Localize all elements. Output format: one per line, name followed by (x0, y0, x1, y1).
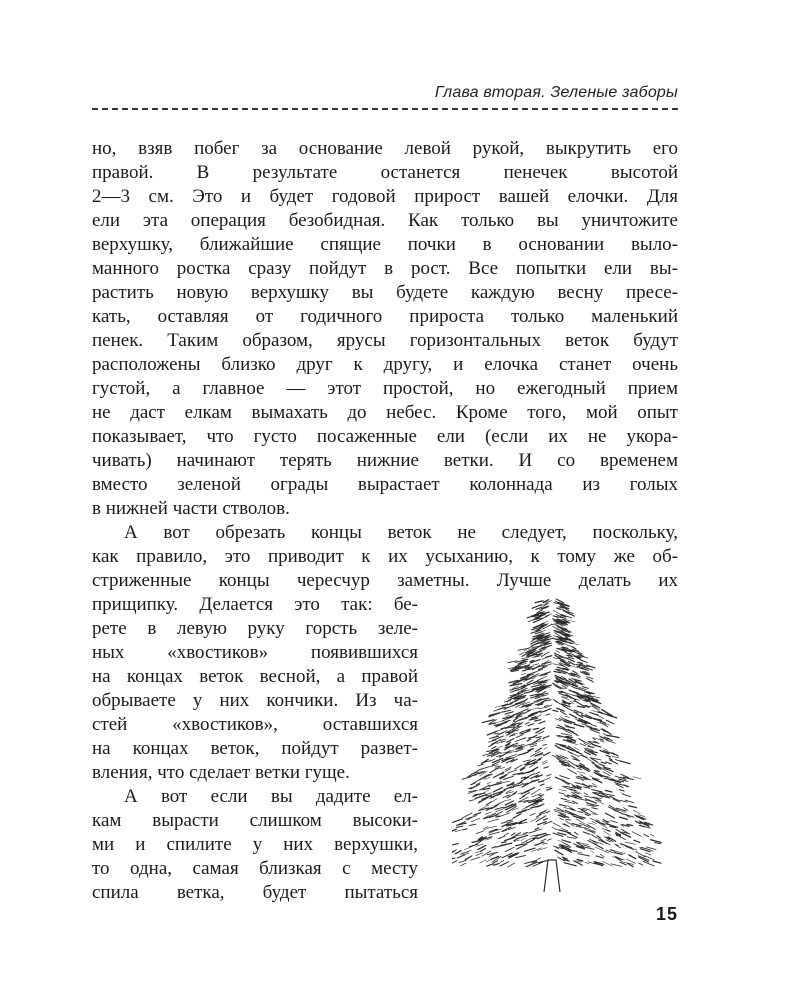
tree-hatch-stroke (578, 662, 583, 663)
tree-hatch-stroke (538, 731, 543, 734)
tree-hatch-stroke (510, 684, 521, 686)
tree-hatch-stroke (472, 840, 483, 843)
tree-hatch-stroke (620, 817, 628, 819)
tree-hatch-stroke (578, 852, 582, 853)
tree-hatch-stroke (482, 851, 491, 856)
tree-hatch-stroke (597, 836, 601, 838)
tree-hatch-stroke (474, 778, 483, 783)
tree-hatch-stroke (479, 790, 489, 796)
tree-hatch-stroke (530, 745, 537, 747)
tree-hatch-stroke (554, 671, 561, 672)
tree-hatch-stroke (527, 739, 530, 741)
tree-hatch-stroke (574, 747, 579, 750)
tree-hatch-stroke (452, 858, 453, 862)
tree-hatch-stroke (566, 609, 569, 611)
text-line: пенек. Таким образом, ярусы горизонтальных веток будут (92, 330, 678, 351)
tree-hatch-stroke (592, 808, 598, 809)
tree-hatch-stroke (606, 720, 614, 724)
tree-hatch-stroke (487, 782, 491, 784)
tree-hatch-stroke (453, 819, 463, 822)
tree-hatch-stroke (544, 748, 547, 750)
text-line: ми и спилите у них верхушки, (92, 834, 418, 855)
tree-hatch-stroke (639, 863, 643, 865)
tree-hatch-stroke (612, 756, 618, 757)
tree-hatch-stroke (626, 859, 635, 863)
tree-hatch-stroke (514, 718, 518, 721)
tree-hatch-stroke (590, 811, 596, 814)
tree-hatch-stroke (599, 764, 605, 766)
tree-hatch-stroke (544, 767, 549, 768)
tree-hatch-stroke (533, 683, 537, 684)
tree-hatch-stroke (558, 757, 562, 758)
tree-hatch-stroke (560, 776, 569, 779)
tree-hatch-stroke (606, 762, 612, 764)
tree-hatch-stroke (478, 764, 484, 766)
tree-hatch-stroke (494, 733, 498, 734)
tree-hatch-stroke (559, 805, 566, 807)
tree-hatch-stroke (506, 715, 510, 716)
text-line: А вот если вы дадите ел- (124, 786, 418, 807)
tree-hatch-stroke (539, 795, 544, 796)
text-line: 2—3 см. Это и будет годовой прирост вашей елочки. Для (92, 186, 678, 207)
tree-hatch-stroke (507, 820, 512, 821)
tree-hatch-stroke (573, 701, 578, 702)
tree-hatch-stroke (525, 722, 529, 724)
text-line: правой. В результате останется пенечек высотой (92, 162, 678, 183)
tree-hatch-stroke (538, 781, 543, 782)
tree-hatch-stroke (651, 840, 661, 843)
tree-hatch-stroke (469, 800, 475, 801)
tree-hatch-stroke (515, 738, 526, 742)
tree-hatch-stroke (505, 712, 513, 715)
tree-hatch-stroke (595, 766, 599, 767)
tree-hatch-stroke (634, 840, 640, 842)
tree-hatch-stroke (514, 785, 519, 786)
tree-hatch-stroke (636, 852, 645, 857)
tree-hatch-stroke (634, 810, 641, 814)
tree-hatch-stroke (606, 830, 610, 831)
tree-hatch-stroke (555, 850, 563, 855)
tree-hatch-stroke (465, 856, 471, 860)
tree-hatch-stroke (532, 780, 539, 782)
tree-hatch-stroke (555, 777, 564, 781)
tree-hatch-stroke (534, 796, 541, 799)
tree-hatch-stroke (535, 842, 544, 845)
tree-hatch-stroke (595, 771, 600, 772)
tree-hatch-stroke (543, 736, 549, 738)
text-line: обрываете у них кончики. Из ча- (92, 690, 418, 711)
tree-hatch-stroke (502, 842, 506, 843)
tree-hatch-stroke (537, 814, 542, 817)
tree-hatch-stroke (479, 767, 489, 770)
tree-hatch-stroke (566, 819, 571, 820)
tree-hatch-stroke (455, 851, 461, 854)
tree-hatch-stroke (525, 691, 533, 693)
tree-hatch-stroke (487, 864, 494, 866)
page-number: 15 (655, 904, 678, 924)
tree-hatch-stroke (615, 760, 619, 761)
tree-hatch-stroke (624, 808, 628, 811)
tree-hatch-stroke (572, 647, 576, 649)
tree-hatch-stroke (498, 836, 504, 839)
tree-hatch-stroke (500, 862, 509, 866)
tree-hatch-stroke (559, 790, 567, 792)
tree-hatch-stroke (544, 652, 549, 654)
running-header: Глава вторая. Зеленые заборы (434, 84, 678, 101)
tree-hatch-stroke (646, 853, 651, 855)
tree-hatch-stroke (504, 799, 511, 801)
tree-hatch-stroke (476, 831, 483, 834)
tree-hatch-stroke (611, 821, 617, 823)
tree-hatch-stroke (539, 707, 547, 709)
tree-hatch-stroke (471, 818, 480, 821)
text-line: кать, оставляя от годичного прироста только маленький (92, 306, 678, 327)
tree-hatch-stroke (540, 698, 549, 700)
tree-hatch-stroke (555, 745, 560, 748)
tree-hatch-stroke (528, 724, 534, 726)
tree-hatch-stroke (510, 750, 513, 752)
tree-hatch-stroke (523, 659, 528, 660)
tree-hatch-stroke (620, 837, 626, 840)
tree-hatch-stroke (523, 760, 530, 762)
tree-hatch-stroke (575, 783, 579, 784)
tree-hatch-stroke (566, 726, 574, 728)
header-divider (92, 108, 678, 110)
tree-hatch-stroke (505, 833, 509, 835)
tree-hatch-stroke (570, 665, 578, 668)
tree-hatch-stroke (515, 765, 522, 769)
tree-hatch-stroke (501, 722, 507, 724)
tree-hatch-stroke (565, 716, 569, 717)
tree-hatch-stroke (595, 714, 604, 719)
tree-hatch-stroke (607, 735, 619, 737)
tree-hatch-stroke (588, 746, 594, 747)
tree-hatch-stroke (489, 741, 498, 746)
tree-hatch-stroke (599, 792, 603, 793)
text-line: ных «хвостиков» появившихся (92, 642, 418, 663)
tree-hatch-stroke (577, 772, 585, 774)
tree-hatch-stroke (606, 755, 610, 757)
tree-hatch-stroke (469, 824, 476, 825)
tree-hatch-stroke (505, 837, 516, 840)
text-line: на концах веток, пойдут развет- (92, 738, 418, 759)
tree-hatch-stroke (547, 788, 552, 790)
tree-hatch-stroke (544, 752, 550, 755)
tree-hatch-stroke (559, 693, 563, 695)
tree-hatch-stroke (521, 838, 525, 841)
tree-hatch-stroke (620, 790, 625, 791)
tree-hatch-stroke (536, 737, 541, 738)
tree-hatch-stroke (537, 676, 547, 680)
tree-hatch-stroke (505, 847, 514, 851)
tree-hatch-stroke (509, 770, 517, 773)
tree-hatch-stroke (487, 793, 491, 794)
text-line: вместо зеленой ограды вырастает колоннада из голых (92, 474, 678, 495)
tree-hatch-stroke (491, 805, 499, 809)
tree-hatch-stroke (562, 840, 570, 843)
tree-hatch-stroke (480, 860, 487, 863)
tree-hatch-stroke (523, 832, 528, 833)
tree-hatch-stroke (590, 818, 596, 820)
tree-hatch-stroke (539, 721, 545, 724)
tree-hatch-stroke (501, 767, 505, 768)
text-line: не даст елкам вымахать до небес. Кроме того, мой опыт (92, 402, 678, 423)
tree-hatch-stroke (476, 853, 483, 856)
tree-hatch-stroke (557, 608, 561, 609)
tree-hatch-stroke (547, 839, 551, 841)
tree-hatch-stroke (480, 848, 485, 851)
tree-hatch-stroke (471, 783, 475, 785)
tree-hatch-stroke (561, 734, 571, 736)
tree-hatch-stroke (561, 711, 566, 714)
text-line: расположены близко друг к другу, и елочка станет очень (92, 354, 678, 375)
tree-hatch-stroke (516, 735, 523, 738)
tree-hatch-stroke (501, 822, 507, 824)
tree-hatch-stroke (528, 737, 534, 738)
tree-hatch-stroke (522, 806, 529, 810)
tree-hatch-stroke (592, 814, 598, 815)
tree-hatch-stroke (588, 823, 594, 825)
tree-hatch-stroke (546, 714, 550, 715)
tree-hatch-stroke (540, 811, 545, 813)
tree-hatch-stroke (604, 749, 608, 751)
tree-hatch-stroke (520, 653, 524, 655)
tree-hatch-stroke (462, 777, 471, 780)
tree-hatch-stroke (457, 855, 464, 858)
tree-hatch-stroke (578, 768, 582, 769)
tree-hatch-stroke (541, 839, 546, 841)
tree-hatch-stroke (488, 819, 499, 822)
tree-hatch-stroke (485, 812, 491, 814)
tree-hatch-stroke (474, 773, 478, 775)
tree-hatch-stroke (535, 828, 539, 830)
tree-hatch-stroke (600, 854, 605, 857)
tree-hatch-stroke (561, 799, 567, 800)
tree-hatch-stroke (540, 784, 544, 785)
tree-hatch-stroke (547, 774, 552, 776)
text-line: прищипку. Делается это так: бе- (92, 594, 418, 615)
tree-hatch-stroke (605, 790, 612, 792)
tree-hatch-stroke (524, 788, 535, 793)
tree-hatch-stroke (497, 812, 503, 815)
text-line: как правило, это приводит к их усыханию, к тому же об- (92, 546, 678, 567)
tree-hatch-stroke (591, 850, 594, 852)
tree-hatch-stroke (591, 725, 596, 727)
text-line: ели эта операция безобидная. Как только вы уничтожите (92, 210, 678, 231)
tree-hatch-stroke (529, 767, 538, 772)
tree-hatch-stroke (501, 727, 508, 729)
tree-hatch-stroke (535, 748, 541, 752)
text-line: спила ветка, будет пытаться (92, 882, 418, 903)
tree-hatch-stroke (644, 834, 649, 837)
tree-hatch-stroke (596, 856, 603, 858)
tree-hatch-stroke (486, 802, 491, 805)
tree-hatch-stroke (546, 811, 550, 813)
text-line: в нижней части стволов. (92, 498, 290, 519)
tree-hatch-stroke (459, 860, 466, 862)
tree-hatch-stroke (531, 789, 540, 795)
tree-hatch-stroke (623, 794, 631, 797)
text-line: вления, что сделает ветки гуще. (92, 762, 350, 783)
text-line: рете в левую руку горсть зеле- (92, 618, 418, 639)
tree-hatch-stroke (507, 739, 514, 743)
tree-hatch-stroke (564, 863, 576, 866)
tree-hatch-stroke (516, 844, 523, 845)
tree-hatch-stroke (529, 718, 537, 720)
tree-hatch-stroke (511, 833, 515, 835)
tree-hatch-stroke (553, 664, 559, 665)
tree-hatch-stroke (452, 844, 458, 846)
tree-hatch-stroke (556, 651, 560, 653)
text-line: но, взяв побег за основание левой рукой, выкрутить его (92, 138, 678, 159)
tree-hatch-stroke (486, 860, 492, 862)
tree-hatch-stroke (546, 787, 551, 788)
tree-hatch-stroke (543, 744, 547, 745)
tree-hatch-stroke (535, 601, 543, 603)
tree-hatch-stroke (508, 863, 515, 867)
tree-hatch-stroke (632, 832, 641, 837)
text-line: стей «хвостиков», оставшихся (92, 714, 418, 735)
tree-hatch-stroke (489, 832, 500, 835)
tree-hatch-stroke (592, 835, 598, 839)
tree-hatch-stroke (469, 844, 477, 847)
tree-hatch-stroke (570, 714, 577, 718)
tree-hatch-stroke (516, 856, 526, 858)
tree-hatch-stroke (553, 710, 558, 711)
tree-hatch-stroke (578, 854, 590, 856)
tree-hatch-stroke (500, 861, 504, 863)
text-line: чивать) начинают терять нижние ветки. И со временем (92, 450, 678, 471)
tree-hatch-stroke (553, 683, 563, 689)
tree-hatch-stroke (496, 816, 500, 817)
tree-hatch-stroke (625, 842, 635, 844)
text-line: А вот обрезать концы веток не следует, поскольку, (124, 522, 678, 543)
tree-hatch-stroke (488, 826, 497, 828)
tree-hatch-stroke (471, 857, 480, 860)
tree-hatch-stroke (535, 632, 542, 634)
tree-hatch-stroke (629, 855, 636, 859)
tree-hatch-stroke (492, 847, 496, 848)
tree-hatch-stroke (600, 739, 604, 740)
tree-hatch-stroke (543, 843, 547, 844)
tree-hatch-stroke (513, 814, 521, 818)
tree-hatch-stroke (633, 777, 641, 779)
tree-hatch-stroke (518, 752, 528, 755)
tree-hatch-stroke (560, 818, 564, 820)
tree-hatch-stroke (527, 708, 538, 711)
tree-hatch-stroke (568, 769, 577, 774)
tree-hatch-stroke (533, 728, 538, 729)
tree-hatch-stroke (610, 850, 615, 851)
tree-hatch-stroke (494, 708, 503, 712)
text-line: то одна, самая близкая с месту (92, 858, 418, 879)
tree-hatch-stroke (491, 759, 495, 761)
tree-hatch-stroke (544, 633, 548, 634)
tree-hatch-stroke (543, 762, 548, 764)
spruce-tree-sketch-icon (452, 592, 684, 892)
tree-hatch-stroke (592, 790, 602, 792)
tree-hatch-stroke (582, 687, 588, 689)
tree-hatch-stroke (575, 832, 578, 834)
tree-hatch-stroke (537, 804, 544, 807)
tree-hatch-stroke (578, 811, 583, 812)
tree-hatch-stroke (502, 710, 511, 712)
text-line: растить новую верхушку вы будете каждую весну пресе- (92, 282, 678, 303)
tree-hatch-stroke (490, 765, 498, 767)
text-line: стриженные концы чересчур заметны. Лучше делать их (92, 570, 678, 591)
tree-hatch-stroke (557, 708, 565, 711)
text-line: кам вырасти слишком высоки- (92, 810, 418, 831)
tree-hatch-stroke (519, 784, 523, 786)
tree-hatch-stroke (559, 793, 565, 795)
tree-hatch-stroke (501, 813, 510, 816)
tree-hatch-stroke (538, 848, 547, 851)
tree-hatch-stroke (600, 741, 604, 743)
tree-hatch-stroke (653, 861, 661, 863)
tree-hatch-stroke (521, 673, 525, 675)
tree-hatch-stroke (452, 861, 457, 866)
tree-hatch-stroke (583, 832, 590, 835)
tree-hatch-stroke (519, 819, 526, 822)
tree-hatch-stroke (535, 720, 541, 721)
tree-hatch-stroke (487, 731, 496, 735)
tree-hatch-stroke (605, 851, 610, 853)
tree-hatch-stroke (553, 823, 561, 827)
text-line: показывает, что густо посаженные ели (если их не укора- (92, 426, 678, 447)
tree-hatch-stroke (620, 844, 631, 848)
tree-hatch-stroke (574, 712, 578, 713)
text-line: густой, а главное — этот простой, но ежегодный прием (92, 378, 678, 399)
text-line: манного ростка сразу пойдут в рост. Все попытки ели вы- (92, 258, 678, 279)
tree-hatch-stroke (544, 835, 550, 836)
text-line: верхушку, ближайшие спящие почки в основании выло- (92, 234, 678, 255)
tree-hatch-stroke (529, 831, 536, 834)
tree-hatch-stroke (522, 657, 529, 658)
tree-hatch-stroke (536, 772, 540, 774)
tree-hatch-stroke (567, 837, 576, 839)
tree-hatch-stroke (546, 656, 552, 658)
tree-hatch-stroke (620, 761, 630, 764)
tree-hatch-stroke (601, 762, 606, 763)
tree-hatch-stroke (650, 834, 654, 836)
tree-hatch-stroke (492, 746, 496, 748)
tree-hatch-stroke (592, 783, 597, 785)
tree-hatch-stroke (605, 813, 614, 818)
tree-hatch-stroke (530, 813, 535, 815)
tree-hatch-stroke (495, 766, 501, 767)
text-line: на концах веток весной, а правой (92, 666, 418, 687)
tree-hatch-stroke (629, 806, 637, 808)
tree-hatch-stroke (533, 664, 539, 666)
tree-hatch-stroke (494, 864, 500, 866)
tree-hatch-stroke (461, 863, 466, 866)
tree-hatch-stroke (495, 768, 500, 769)
tree-hatch-stroke (474, 813, 481, 816)
tree-hatch-stroke (604, 831, 611, 835)
tree-hatch-stroke (584, 793, 588, 795)
tree-hatch-stroke (587, 758, 595, 763)
tree-hatch-stroke (544, 819, 548, 821)
tree-hatch-stroke (456, 826, 462, 827)
